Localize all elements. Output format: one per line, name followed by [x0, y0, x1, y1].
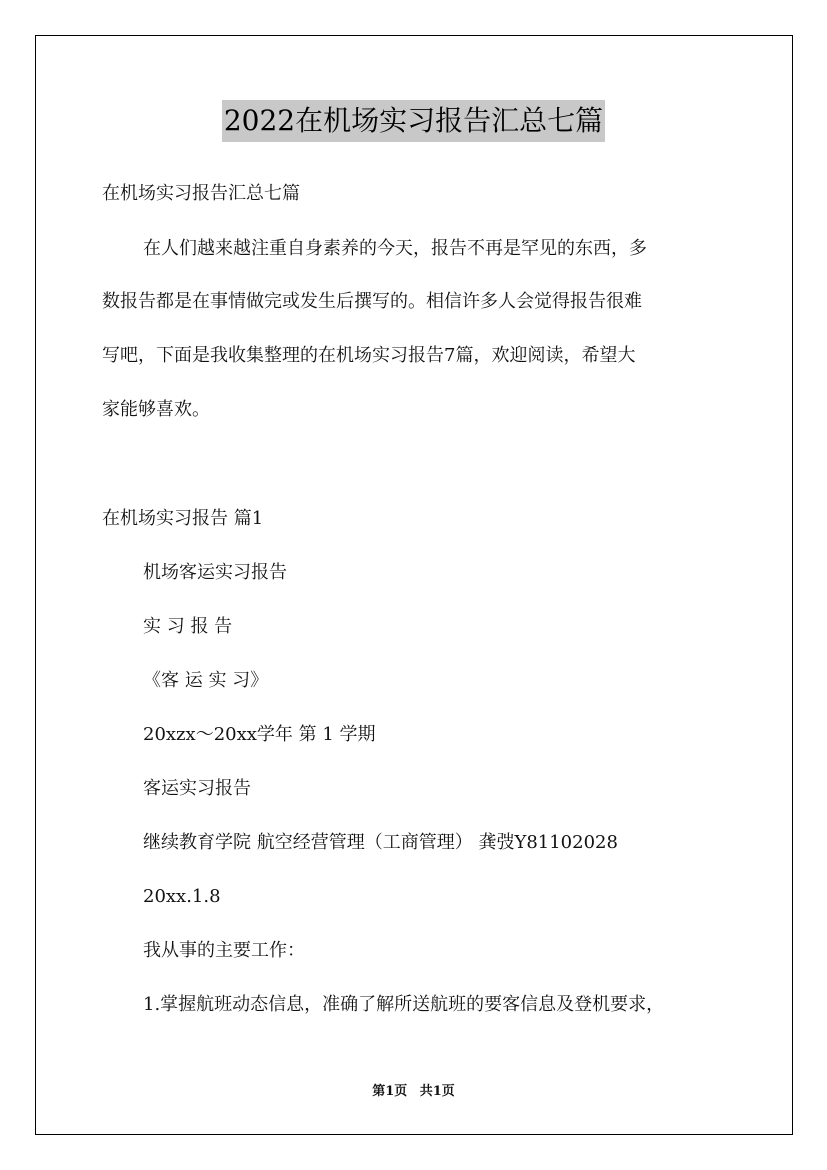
intro-line-3: 写吧，下面是我收集整理的在机场实习报告7篇，欢迎阅读，希望大 [102, 345, 636, 366]
body-line-7: 20xx.1.8 [143, 886, 221, 907]
body-line-1: 机场客运实习报告 [143, 562, 287, 583]
body-line-4: 20xzx～20xx学年 第 1 学期 [143, 724, 376, 745]
intro-line-1: 在人们越来越注重自身素养的今天，报告不再是罕见的东西，多 [143, 238, 647, 259]
body-line-9: 1.掌握航班动态信息，准确了解所送航班的要客信息及登机要求， [143, 994, 665, 1015]
page-number: 第1页 [372, 1084, 408, 1099]
body-line-6: 继续教育学院 航空经营管理（工商管理） 龚弢Y81102028 [143, 832, 618, 853]
document-title: 2022在机场实习报告汇总七篇 [222, 100, 605, 142]
body-line-8: 我从事的主要工作： [143, 940, 305, 961]
page-total: 共1页 [419, 1084, 455, 1099]
body-line-2: 实 习 报 告 [143, 616, 233, 637]
page-footer [0, 1084, 827, 1100]
title-container [0, 100, 827, 142]
intro-line-2: 数报告都是在事情做完或发生后撰写的。相信许多人会觉得报告很难 [102, 291, 642, 312]
body-line-5: 客运实习报告 [143, 778, 251, 799]
document-subtitle: 在机场实习报告汇总七篇 [102, 183, 300, 204]
body-line-3: 《客 运 实 习》 [143, 670, 269, 691]
intro-line-4: 家能够喜欢。 [102, 399, 210, 420]
section-heading: 在机场实习报告 篇1 [102, 508, 264, 529]
